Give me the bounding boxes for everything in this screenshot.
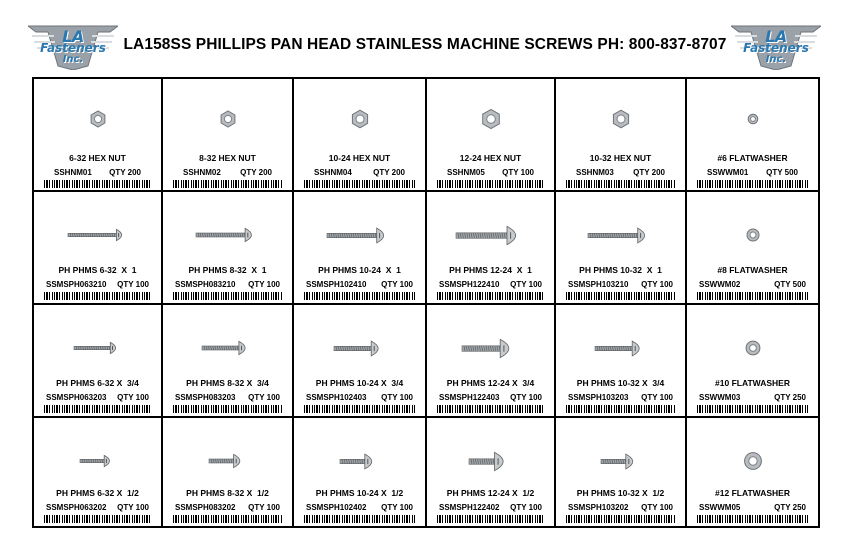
part-code: SSHNM05	[447, 168, 485, 177]
hex-nut-icon	[163, 101, 292, 137]
part-code-line	[693, 393, 812, 402]
part-name: #10 FLATWASHER	[715, 378, 790, 388]
part-name: 6-32 HEX NUT	[69, 153, 126, 163]
part-code-line	[433, 168, 548, 177]
company-logo-left	[28, 22, 118, 70]
screw-icon	[294, 323, 425, 373]
barcode	[437, 180, 544, 188]
part-code-line	[40, 168, 155, 177]
part-qty: QTY 100	[502, 168, 534, 177]
part-code-line	[693, 280, 812, 289]
part-cell	[294, 418, 427, 526]
part-qty: QTY 100	[641, 393, 673, 402]
part-qty: QTY 200	[240, 168, 272, 177]
part-code-line	[562, 393, 679, 402]
part-code-line	[169, 393, 286, 402]
screw-icon	[163, 323, 292, 373]
hex-nut-icon	[34, 101, 161, 137]
part-code-line	[562, 280, 679, 289]
part-code-line	[693, 168, 812, 177]
part-cell	[294, 192, 427, 305]
part-code: SSWWM03	[699, 393, 741, 402]
part-cell	[163, 79, 294, 192]
barcode	[44, 292, 151, 300]
part-qty: QTY 200	[633, 168, 665, 177]
part-code: SSMSPH122410	[439, 280, 500, 289]
part-code: SSMSPH122403	[439, 393, 500, 402]
part-code: SSHNM04	[314, 168, 352, 177]
screw-icon	[294, 210, 425, 260]
screw-icon	[556, 210, 685, 260]
barcode	[304, 405, 415, 413]
barcode	[173, 515, 282, 523]
part-name: PH PHMS 10-32 X 3/4	[576, 378, 665, 388]
part-cell	[163, 418, 294, 526]
barcode	[173, 292, 282, 300]
part-code-line	[40, 503, 155, 512]
part-cell	[427, 305, 556, 418]
part-cell	[294, 79, 427, 192]
part-qty: QTY 100	[641, 503, 673, 512]
barcode	[697, 180, 808, 188]
part-code: SSHNM03	[576, 168, 614, 177]
part-name: PH PHMS 6-32 X 3/4	[56, 378, 139, 388]
logo-line-2: Fasteners	[743, 41, 809, 55]
part-code: SSMSPH103203	[568, 393, 629, 402]
part-code: SSMSPH102410	[306, 280, 367, 289]
part-cell	[687, 305, 818, 418]
barcode	[304, 515, 415, 523]
barcode	[566, 515, 675, 523]
part-cell	[556, 79, 687, 192]
part-qty: QTY 100	[248, 503, 280, 512]
part-code-line	[562, 503, 679, 512]
screw-icon	[34, 436, 161, 486]
hex-nut-icon	[294, 101, 425, 137]
part-name: #8 FLATWASHER	[717, 265, 788, 275]
part-code-line	[433, 503, 548, 512]
logo-line-3: Inc.	[765, 54, 787, 65]
hex-nut-icon	[556, 101, 685, 137]
part-code-line	[169, 280, 286, 289]
screw-icon	[294, 436, 425, 486]
part-name: 10-24 HEX NUT	[328, 153, 391, 163]
part-qty: QTY 200	[109, 168, 141, 177]
part-cell	[427, 192, 556, 305]
screw-icon	[163, 210, 292, 260]
barcode	[697, 515, 808, 523]
part-code-line	[169, 168, 286, 177]
part-cell	[34, 418, 163, 526]
part-code: SSMSPH063203	[46, 393, 107, 402]
part-name: PH PHMS 10-24 X 3/4	[315, 378, 404, 388]
washer-icon	[687, 210, 818, 260]
washer-icon	[687, 323, 818, 373]
screw-icon	[556, 323, 685, 373]
barcode	[304, 180, 415, 188]
part-cell	[163, 305, 294, 418]
barcode	[437, 405, 544, 413]
part-code: SSMSPH122402	[439, 503, 500, 512]
part-code: SSMSPH083210	[175, 280, 236, 289]
part-code-line	[169, 503, 286, 512]
part-name: PH PHMS 12-24 X 1/2	[446, 488, 535, 498]
part-code: SSMSPH103202	[568, 503, 629, 512]
part-name: 10-32 HEX NUT	[589, 153, 652, 163]
part-qty: QTY 100	[381, 280, 413, 289]
part-code: SSMSPH083203	[175, 393, 236, 402]
washer-icon	[687, 101, 818, 137]
barcode	[304, 292, 415, 300]
barcode	[44, 180, 151, 188]
screw-icon	[427, 210, 554, 260]
part-cell	[34, 192, 163, 305]
part-code: SSMSPH063210	[46, 280, 107, 289]
part-qty: QTY 100	[641, 280, 673, 289]
barcode	[566, 180, 675, 188]
part-code: SSWWM02	[699, 280, 741, 289]
part-code-line	[300, 280, 419, 289]
part-qty: QTY 250	[774, 503, 806, 512]
part-name: PH PHMS 6-32 X 1/2	[56, 488, 139, 498]
barcode	[566, 292, 675, 300]
part-code: SSHNM01	[54, 168, 92, 177]
part-code: SSHNM02	[183, 168, 221, 177]
part-cell	[687, 79, 818, 192]
part-name: PH PHMS 10-24 X 1/2	[315, 488, 404, 498]
part-qty: QTY 100	[510, 503, 542, 512]
part-name: #6 FLATWASHER	[717, 153, 788, 163]
part-name: PH PHMS 8-32 X 1	[188, 265, 267, 275]
logo-line-2: Fasteners	[40, 41, 106, 55]
screw-icon	[34, 210, 161, 260]
part-qty: QTY 100	[117, 280, 149, 289]
part-code-line	[40, 280, 155, 289]
barcode	[697, 405, 808, 413]
part-cell	[294, 305, 427, 418]
page-title: LA158SS PHILLIPS PAN HEAD STAINLESS MACHINE SCREWS PH: 800-837-8707	[123, 36, 727, 53]
logo-line-1: LA	[62, 27, 84, 46]
part-name: PH PHMS 10-32 X 1	[579, 265, 662, 275]
part-cell	[556, 305, 687, 418]
part-cell	[427, 79, 556, 192]
part-qty: QTY 100	[117, 393, 149, 402]
part-name: PH PHMS 12-24 X 1	[449, 265, 532, 275]
screw-icon	[427, 436, 554, 486]
part-code: SSWWM05	[699, 503, 741, 512]
part-qty: QTY 100	[510, 280, 542, 289]
screw-icon	[427, 323, 554, 373]
part-cell	[687, 192, 818, 305]
part-name: PH PHMS 12-24 X 3/4	[446, 378, 535, 388]
part-qty: QTY 500	[766, 168, 798, 177]
part-qty: QTY 100	[381, 503, 413, 512]
part-qty: QTY 100	[510, 393, 542, 402]
hex-nut-icon	[427, 101, 554, 137]
company-logo-right	[731, 22, 821, 70]
part-code: SSWWM01	[707, 168, 749, 177]
logo-line-3: Inc.	[62, 54, 84, 65]
washer-icon	[687, 436, 818, 486]
part-cell	[556, 192, 687, 305]
barcode	[44, 405, 151, 413]
screw-icon	[163, 436, 292, 486]
logo-line-1: LA	[765, 27, 787, 46]
part-cell	[427, 418, 556, 526]
part-code-line	[693, 503, 812, 512]
barcode	[437, 292, 544, 300]
part-code-line	[40, 393, 155, 402]
screw-icon	[34, 323, 161, 373]
part-name: PH PHMS 8-32 X 1/2	[186, 488, 269, 498]
part-qty: QTY 500	[774, 280, 806, 289]
part-code: SSMSPH102402	[306, 503, 367, 512]
screw-icon	[556, 436, 685, 486]
parts-grid	[32, 77, 820, 528]
part-code: SSMSPH103210	[568, 280, 629, 289]
part-qty: QTY 250	[774, 393, 806, 402]
part-code: SSMSPH102403	[306, 393, 367, 402]
barcode	[566, 405, 675, 413]
part-name: PH PHMS 6-32 X 1	[58, 265, 137, 275]
part-code-line	[433, 393, 548, 402]
part-qty: QTY 100	[248, 393, 280, 402]
part-name: 8-32 HEX NUT	[199, 153, 256, 163]
part-qty: QTY 100	[381, 393, 413, 402]
part-code-line	[433, 280, 548, 289]
part-cell	[556, 418, 687, 526]
part-name: PH PHMS 10-24 X 1	[318, 265, 401, 275]
part-code-line	[300, 168, 419, 177]
part-code-line	[562, 168, 679, 177]
part-name: 12-24 HEX NUT	[459, 153, 522, 163]
part-cell	[34, 305, 163, 418]
part-name: PH PHMS 8-32 X 3/4	[186, 378, 269, 388]
barcode	[173, 405, 282, 413]
part-qty: QTY 100	[248, 280, 280, 289]
barcode	[697, 292, 808, 300]
part-cell	[34, 79, 163, 192]
part-code-line	[300, 393, 419, 402]
part-name: #12 FLATWASHER	[715, 488, 790, 498]
barcode	[44, 515, 151, 523]
part-code: SSMSPH083202	[175, 503, 236, 512]
part-code: SSMSPH063202	[46, 503, 107, 512]
part-cell	[163, 192, 294, 305]
part-qty: QTY 200	[373, 168, 405, 177]
part-qty: QTY 100	[117, 503, 149, 512]
barcode	[437, 515, 544, 523]
part-name: PH PHMS 10-32 X 1/2	[576, 488, 665, 498]
part-code-line	[300, 503, 419, 512]
barcode	[173, 180, 282, 188]
part-cell	[687, 418, 818, 526]
